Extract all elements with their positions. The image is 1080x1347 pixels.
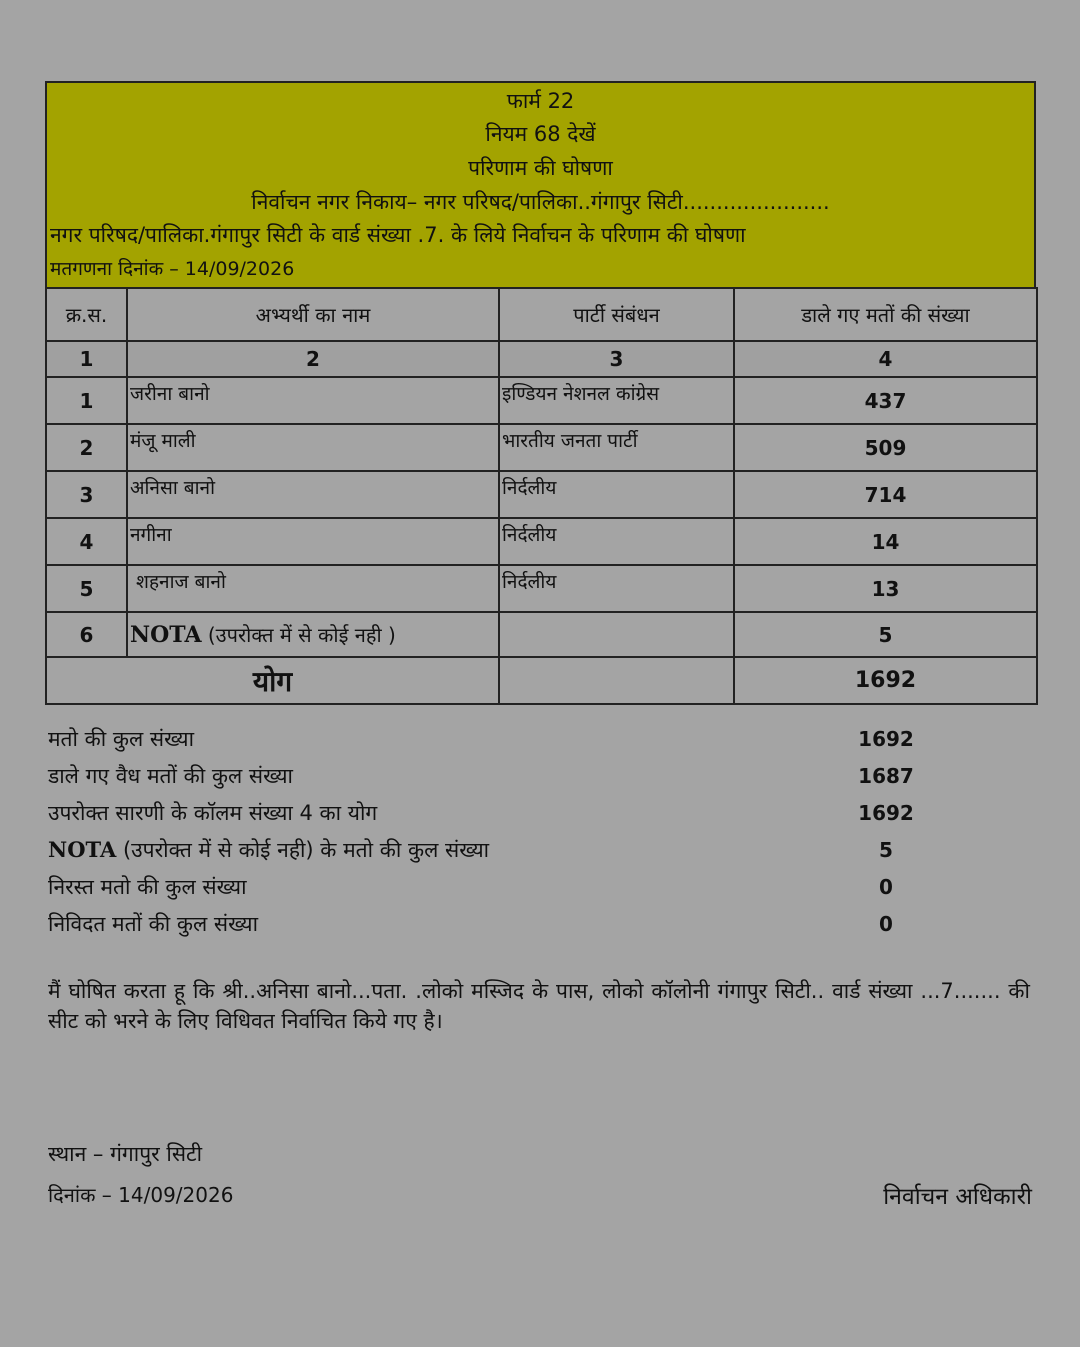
summary-label: निरस्त मतो की कुल संख्या [48,875,247,899]
votes-cell: 509 [734,424,1037,471]
votes-cell: 14 [734,518,1037,565]
form-number: फार्म 22 [506,89,575,113]
summary-row [48,799,948,836]
form-title: परिणाम की घोषणा [468,156,613,180]
candidate-name-cell: मंजू माली [127,424,499,471]
form-header [45,81,1036,287]
votes-cell: 437 [734,377,1037,424]
total-row [46,657,1037,704]
serial-cell: 2 [46,424,127,471]
summary-value: 1692 [858,801,914,825]
total-party-empty [499,657,734,704]
total-votes: 1692 [734,657,1037,704]
summary-row [48,725,948,762]
header-party: पार्टी संबंधन [499,288,734,341]
table-row [46,471,1037,518]
col-number: 4 [734,341,1037,377]
party-cell-empty [499,612,734,657]
nota-row [46,612,1037,657]
summary-value: 5 [879,838,893,862]
table-row [46,518,1037,565]
header-votes: डाले गए मतों की संख्या [734,288,1037,341]
summary-value: 1687 [858,764,914,788]
votes-cell: 13 [734,565,1037,612]
summary-value: 0 [879,875,893,899]
col-number: 1 [46,341,127,377]
col-number: 2 [127,341,499,377]
candidate-name-cell: अनिसा बानो [127,471,499,518]
summary-label-text: (उपरोक्त में से कोई नही) के मतो की कुल संख्या [122,838,490,862]
summary-label: मतो की कुल संख्या [48,727,195,751]
total-label: योग [46,657,499,704]
returning-officer-signature: निर्वाचन अधिकारी [883,1184,1032,1210]
rule-reference: नियम 68 देखें [485,122,596,146]
vote-summary [48,725,948,947]
count-date: मतगणना दिनांक – 14/09/2026 [50,258,295,280]
summary-label: डाले गए वैध मतों की कुल संख्या [48,764,293,788]
party-cell: निर्दलीय [499,565,734,612]
summary-row [48,762,948,799]
party-cell: इण्डियन नेशनल कांग्रेस [499,377,734,424]
declaration-date: दिनांक – 14/09/2026 [48,1183,234,1207]
table-row [46,565,1037,612]
summary-label [48,836,489,864]
nota-label-cell [127,612,499,657]
header-candidate-name: अभ्यर्थी का नाम [127,288,499,341]
column-number-row [46,341,1037,377]
header-serial: क्र.स. [46,288,127,341]
table-header-row [46,288,1037,341]
summary-row [48,873,948,910]
nota-label: NOTA [48,837,117,862]
table-row [46,377,1037,424]
candidate-name-cell: शहनाज बानो [127,565,499,612]
summary-value: 1692 [858,727,914,751]
nota-label: NOTA [130,622,202,648]
serial-cell: 6 [46,612,127,657]
serial-cell: 1 [46,377,127,424]
nota-description: (उपरोक्त में से कोई नही ) [207,623,396,647]
results-table [45,287,1038,705]
declaration-text: मैं घोषित करता हू कि श्री..अनिसा बानो...पता. .लोको मस्जिद के पास, लोको कॉलोनी गंगापुर सिटी.. वार्ड संख्या ...7....... की सीट को भरने के लिए विधिवत निर्वाचित किये गए है। [48,979,1030,1033]
party-cell: निर्दलीय [499,471,734,518]
serial-cell: 3 [46,471,127,518]
summary-row [48,836,948,873]
votes-cell: 714 [734,471,1037,518]
ward-line: नगर परिषद/पालिका.गंगापुर सिटी के वार्ड संख्या .7. के लिये निर्वाचन के परिणाम की घोषणा [50,223,746,247]
summary-label: निविदत मतों की कुल संख्या [48,912,259,936]
party-cell: निर्दलीय [499,518,734,565]
nota-votes-cell: 5 [734,612,1037,657]
candidate-name-cell: जरीना बानो [127,377,499,424]
summary-value: 0 [879,912,893,936]
table-row [46,424,1037,471]
election-body-line: निर्वाचन नगर निकाय– नगर परिषद/पालिका..गंगापुर सिटी...................... [251,190,830,214]
party-cell: भारतीय जनता पार्टी [499,424,734,471]
serial-cell: 5 [46,565,127,612]
result-form [45,81,1036,705]
place: स्थान – गंगापुर सिटी [48,1142,203,1166]
summary-label: उपरोक्त सारणी के कॉलम संख्या 4 का योग [48,801,378,825]
serial-cell: 4 [46,518,127,565]
col-number: 3 [499,341,734,377]
candidate-name-cell: नगीना [127,518,499,565]
summary-row [48,910,948,947]
